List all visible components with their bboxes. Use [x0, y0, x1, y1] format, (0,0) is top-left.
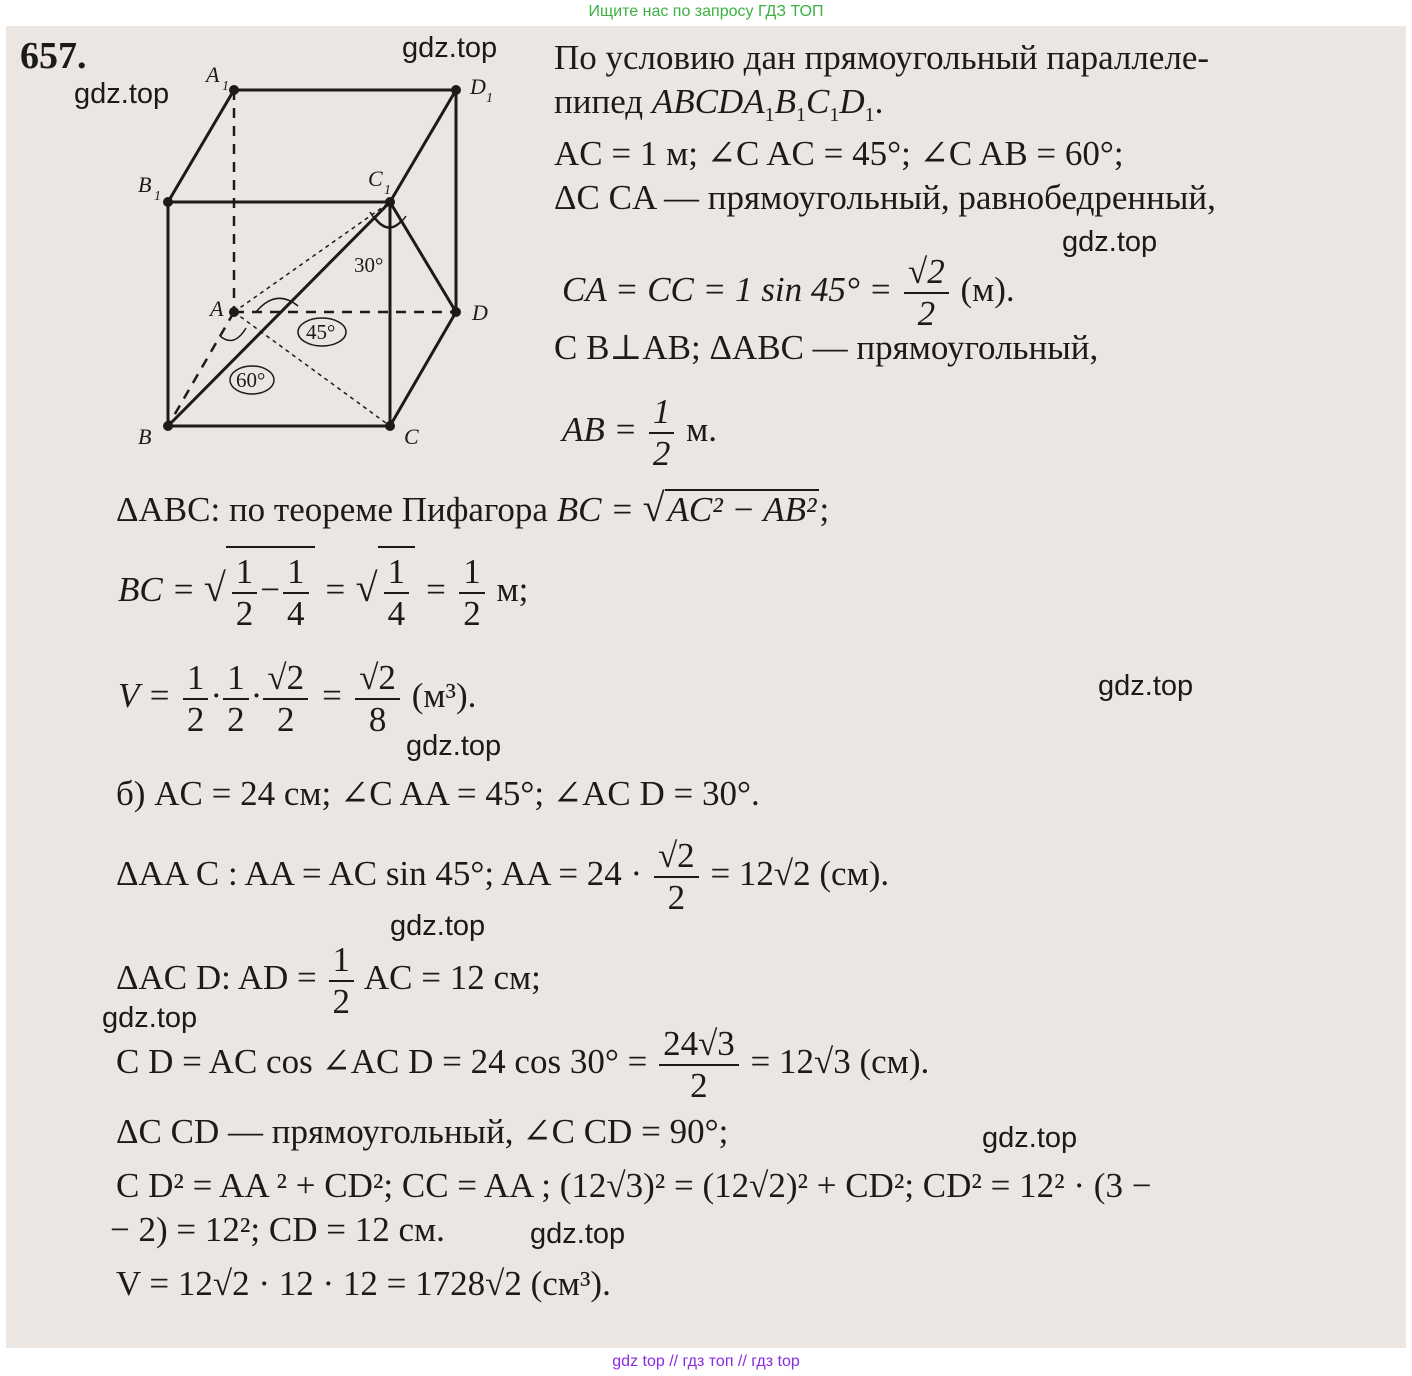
part-a-ab-formula: AB = $\frac{1}{2}$ м.	[562, 391, 718, 473]
part-a-bc-formula: BC = √ $\frac{1}{2}$ − $\frac{1}{4}$ = √ $\frac{1}{4}$ = $\frac{1}{2}$ м;	[118, 546, 528, 634]
part-b-eq1: C D² = AA ² + CD²; CC = AA ; (12√3)² = (12√2)² + CD²; CD² = 12² · (3 −	[116, 1166, 1152, 1205]
watermark: gdz.top	[74, 78, 170, 110]
part-a-triangle: ΔC CA — прямоугольный, равнобедренный,	[554, 178, 1216, 217]
edge-d-c	[390, 312, 456, 426]
svg-text:1: 1	[486, 91, 493, 106]
label-b: B	[138, 424, 152, 449]
angle-label-60: 60°	[236, 368, 266, 392]
svg-text:1: 1	[222, 79, 229, 94]
watermark: gdz.top	[530, 1218, 626, 1250]
watermark: gdz.top	[390, 910, 486, 942]
watermark: gdz.top	[102, 1002, 198, 1034]
intro-line-1: По условию дан прямоугольный параллеле-	[554, 38, 1210, 77]
part-b-c1d: C D = AC cos ∠AC D = 24 cos 30° = $\frac{24√3}{2}$ = 12√3 (см).	[116, 1023, 930, 1105]
angle-label-45: 45°	[306, 320, 336, 344]
bottom-banner[interactable]: gdz top // гдз топ // гдз top	[612, 1353, 800, 1370]
problem-number: 657.	[20, 35, 87, 77]
intro-line-2: пипед $ABCDA_1B_1C_1D_1$.	[554, 82, 884, 126]
part-a-pythagoras: ΔABC: по теореме Пифагора BC = √AC² − AB²;	[116, 485, 830, 530]
label-c: C	[404, 424, 419, 449]
part-a-given: AC = 1 м; ∠C AC = 45°; ∠C AB = 60°;	[554, 134, 1124, 173]
angle-label-30: 30°	[354, 253, 384, 277]
watermark: gdz.top	[982, 1122, 1078, 1154]
watermark: gdz.top	[1098, 670, 1194, 702]
label-b1: B	[138, 172, 152, 197]
part-a-ca-formula: CA = CC = 1 sin 45° = $\frac{√2}{2}$ (м).	[562, 251, 1015, 333]
part-b-eq2: − 2) = 12²; CD = 12 см.	[110, 1210, 445, 1249]
textbook-page	[6, 26, 1406, 1348]
part-b-aa1: ΔAA C : AA = AC sin 45°; AA = 24 · $\frac{√2}{2}$ = 12√2 (см).	[116, 835, 890, 917]
part-a-volume: V = $\frac{1}{2}$ · $\frac{1}{2}$ · $\frac{√2}{2}$ = $\frac{√2}{8}$ (м³).	[118, 657, 477, 739]
part-a-perp: C B⊥AB; ΔABC — прямоугольный,	[554, 328, 1099, 367]
watermark: gdz.top	[402, 32, 498, 64]
svg-text:1: 1	[384, 183, 391, 198]
watermark: gdz.top	[1062, 226, 1158, 258]
parallelepiped-figure	[126, 66, 506, 486]
part-b-triangle: ΔC CD — прямоугольный, ∠C CD = 90°;	[116, 1112, 729, 1151]
svg-text:1: 1	[154, 189, 161, 204]
label-d1: D	[470, 74, 486, 99]
segment-c1-d	[390, 202, 456, 312]
label-a1: A	[206, 66, 220, 87]
label-c1: C	[368, 166, 383, 191]
part-b-given: б) AC = 24 см; ∠C AA = 45°; ∠AC D = 30°.	[116, 774, 760, 813]
label-d: D	[472, 300, 488, 325]
edge-a1-b1	[168, 90, 234, 202]
watermark: gdz.top	[406, 730, 502, 762]
label-a: A	[210, 296, 224, 321]
edge-d1-c1	[390, 90, 456, 202]
part-b-ad: ΔAC D: AD = $\frac{1}{2}$ AC = 12 см;	[116, 939, 541, 1021]
top-banner[interactable]: Ищите нас по запросу ГДЗ ТОП	[588, 3, 824, 20]
part-b-volume: V = 12√2 · 12 · 12 = 1728√2 (см³).	[116, 1264, 611, 1303]
diagonal-b-c1	[168, 202, 390, 426]
